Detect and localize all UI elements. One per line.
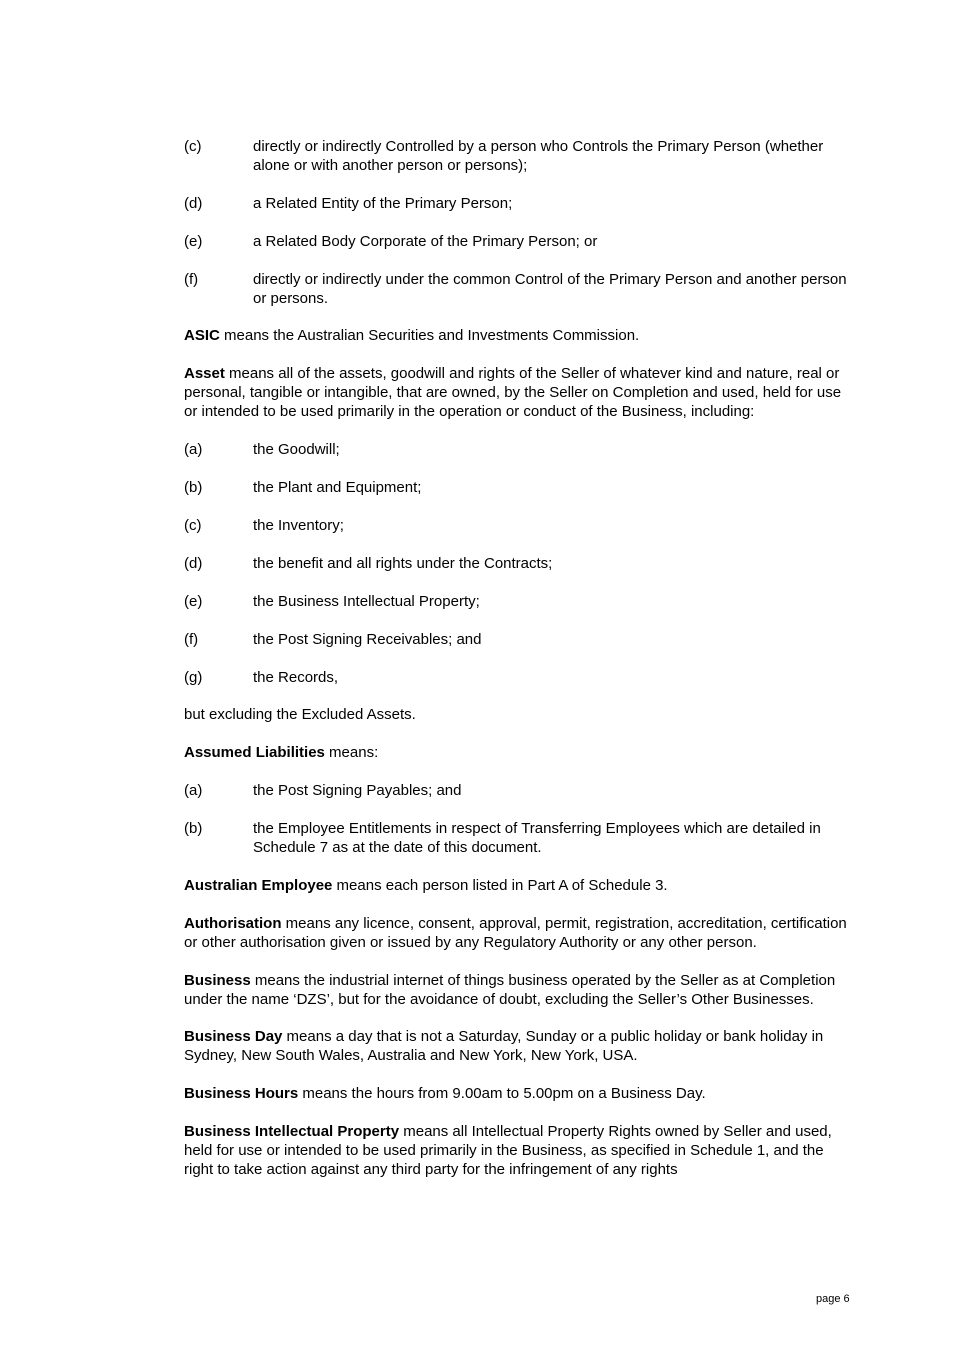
definition: Australian Employee means each person listed in Part A of Schedule 3. [184, 876, 668, 894]
list-item: (a) the Post Signing Payables; and [184, 782, 462, 800]
list-item: (c) directly or indirectly Controlled by a person who Controls the Primary Person (whether alone or with another person or persons); [184, 138, 824, 174]
list-item: (f) the Post Signing Receivables; and [184, 630, 482, 648]
list-item: (c) the Inventory; [184, 516, 344, 534]
list-item: (a) the Goodwill; [184, 441, 340, 459]
page-number: page 6 [816, 1293, 850, 1305]
definition: Business Intellectual Property means all Intellectual Property Rights owned by Seller and used, held for use or intended to be used primarily in the Business, as specified in Schedule 1, and the right to take action against any third party for the infringement of any rights [184, 1123, 832, 1178]
list-item: (d) the benefit and all rights under the Contracts; [184, 554, 553, 572]
definition: Business Day means a day that is not a Saturday, Sunday or a public holiday or bank holiday in Sydney, New South Wales, Australia and New York, New York, USA. [184, 1028, 824, 1065]
list-item: (e) a Related Body Corporate of the Primary Person; or [184, 232, 598, 250]
list-item: (b) the Employee Entitlements in respect of Transferring Employees which are detailed in Schedule 7 as at the date of this document. [184, 820, 821, 857]
document-body [184, 138, 854, 1199]
definition: Business means the industrial internet of things business operated by the Seller as at Completion under the name ‘DZS’, but for the avoidance of doubt, excluding the Seller’s Other Businesses. [184, 971, 836, 1008]
list-item: (e) the Business Intellectual Property; [184, 592, 480, 610]
list-item: (f) directly or indirectly under the common Control of the Primary Person and another person or persons. [184, 270, 847, 307]
list-item: (d) a Related Entity of the Primary Person; [184, 194, 513, 212]
list-item: (g) the Records, [184, 668, 339, 686]
list-item: (b) the Plant and Equipment; [184, 478, 422, 496]
definition-asset: Asset means all of the assets, goodwill and rights of the Seller of whatever kind and nature, real or personal, tangible or intangible, that are owned, by the Seller on Completion and used, held for use or intended to be used primarily in the operation or conduct of the Business, including: [184, 365, 842, 421]
definition-asic: ASIC means the Australian Securities and Investments Commission. [184, 327, 640, 345]
definition-assumed-liabilities: Assumed Liabilities means: [184, 744, 379, 762]
excluding-text: but excluding the Excluded Assets. [184, 706, 416, 724]
definition: Business Hours means the hours from 9.00am to 5.00pm on a Business Day. [184, 1085, 706, 1103]
definition: Authorisation means any licence, consent, approval, permit, registration, accreditation, certification or other authorisation given or issued by any Regulatory Authority or any other person. [184, 914, 847, 951]
